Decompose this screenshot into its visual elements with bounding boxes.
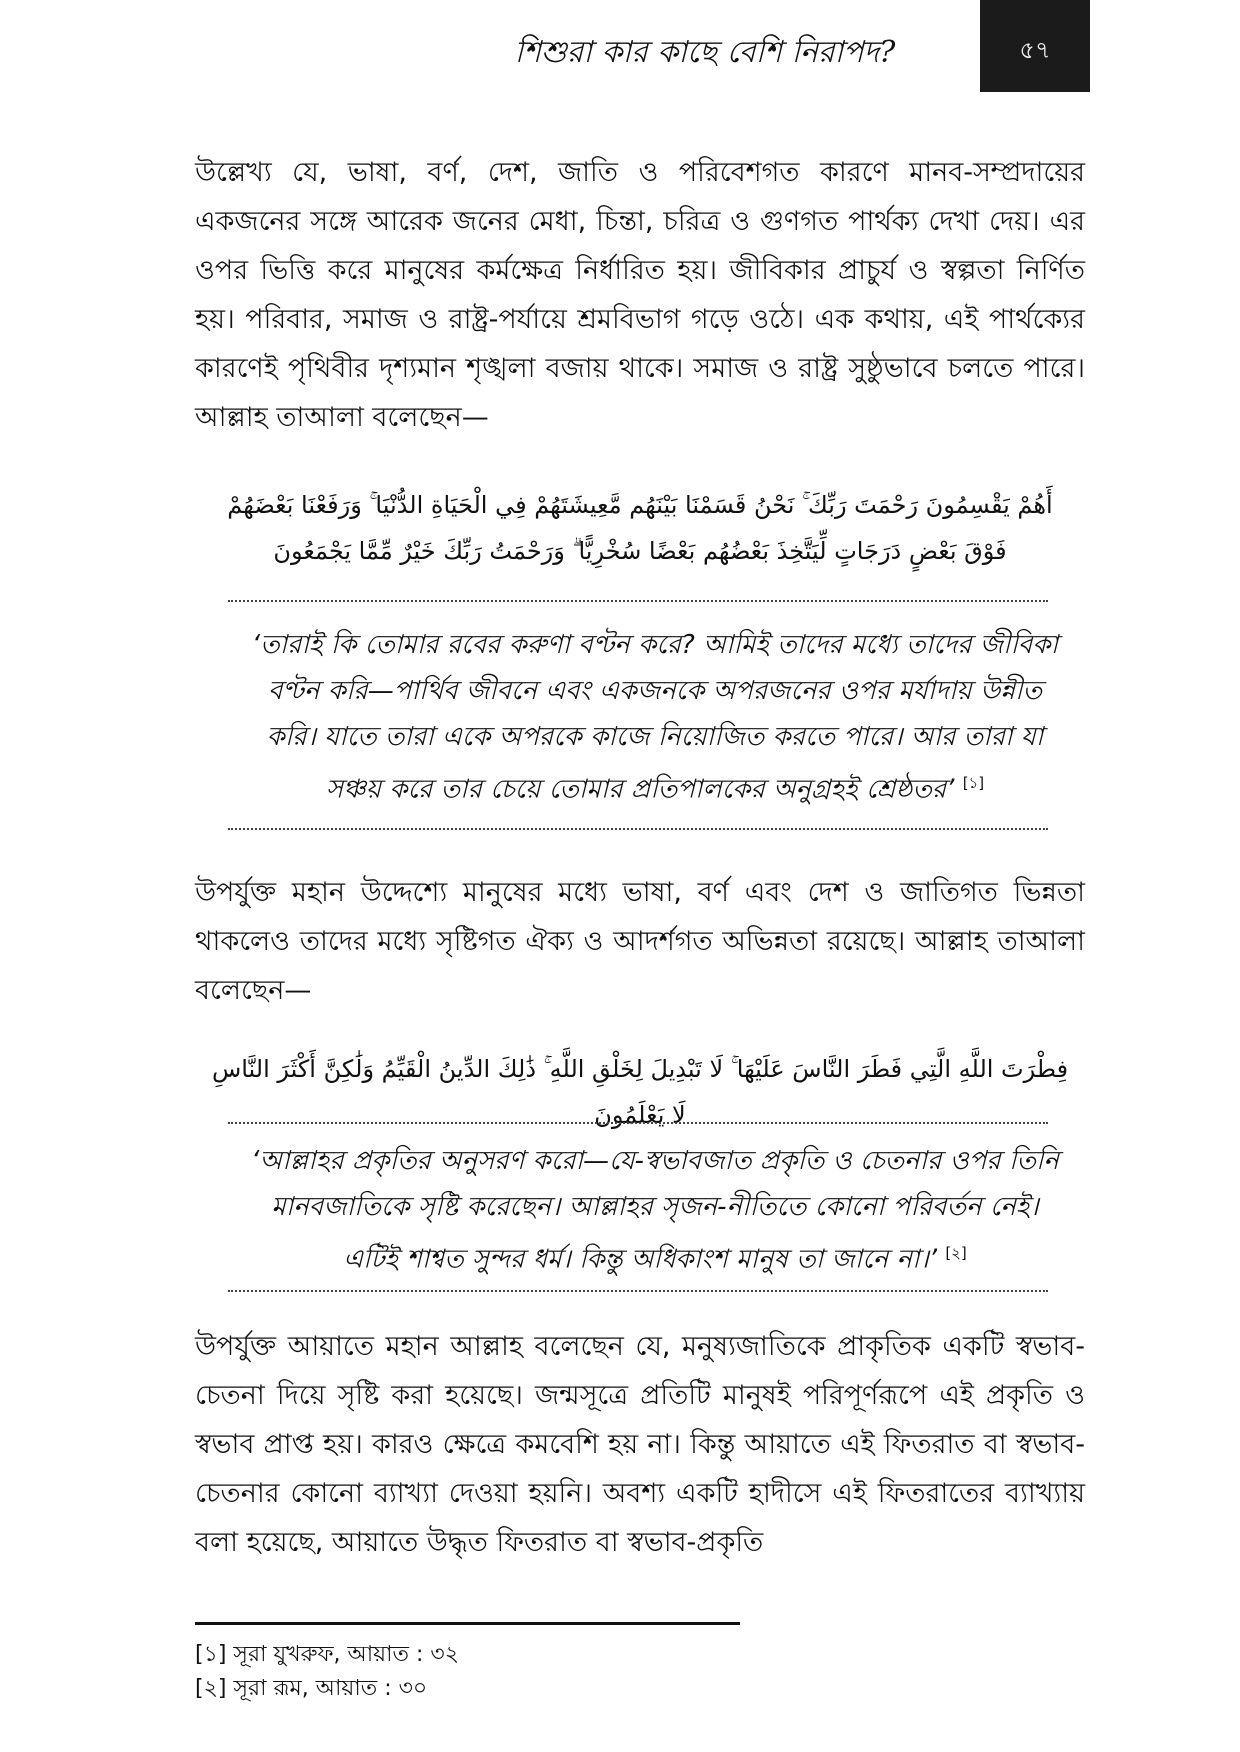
footnote-ref-1: [১] xyxy=(962,774,985,792)
translation-quote-2 xyxy=(240,1138,1070,1283)
footnote-ref-2: [২] xyxy=(945,1244,967,1262)
running-title: শিশুরা কার কাছে বেশি নিরাপদ? xyxy=(514,35,896,70)
paragraph-3: উপর্যুক্ত আয়াতে মহান আল্লাহ বলেছেন যে, মনুষ্যজাতিকে প্রাকৃতিক একটি স্বভাব-চেতনা দিয়ে সৃষ্টি করা হয়েছে। জন্মসূত্রে প্রতিটি মানুষই পরিপূর্ণরূপে এই প্রকৃতি ও স্বভাব প্রাপ্ত হয়। কারও ক্ষেত্রে কমবেশি হয় না। কিন্তু আয়াতে এই ফিতরাত বা স্বভাব-চেতনার কোনো ব্যাখ্যা দেওয়া হয়নি। অবশ্য একটি হাদীসে এই ফিতরাতের ব্যাখ্যায় বলা হয়েছে, আয়াতে উদ্ধৃত ফিতরাত বা স্বভাব-প্রকৃতি xyxy=(195,1331,1085,1558)
paragraph-1: উল্লেখ্য যে, ভাষা, বর্ণ, দেশ, জাতি ও পরিবেশগত কারণে মানব-সম্প্রদায়ের একজনের সঙ্গে আরেক জনের মেধা, চিন্তা, চরিত্র ও গুণগত পার্থক্য দেখা দেয়। এর ওপর ভিত্তি করে মানুষের কর্মক্ষেত্র নির্ধারিত হয়। জীবিকার প্রাচুর্য ও স্বল্পতা নির্ণিত হয়। পরিবার, সমাজ ও রাষ্ট্র-পর্যায়ে শ্রমবিভাগ গড়ে ওঠে। এক কথায়, এই পার্থক্যের কারণেই পৃথিবীর দৃশ্যমান শৃঙ্খলা বজায় থাকে। সমাজ ও রাষ্ট্র সুষ্ঠুভাবে চলতে পারে। আল্লাহ তাআলা বলেছেন— xyxy=(195,157,1085,433)
dotted-separator xyxy=(228,828,1048,830)
footnote-rule xyxy=(195,1622,740,1625)
paragraph-2: উপর্যুক্ত মহান উদ্দেশ্যে মানুষের মধ্যে ভাষা, বর্ণ এবং দেশ ও জাতিগত ভিন্নতা থাকলেও তাদের মধ্যে সৃষ্টিগত ঐক্য ও আদর্শগত অভিন্নতা রয়েছে। আল্লাহ তাআলা বলেছেন— xyxy=(195,877,1085,1006)
dotted-separator xyxy=(228,600,1048,602)
quote-1-text: ‘তারাই কি তোমার রবের করুণা বণ্টন করে? আমিই তাদের মধ্যে তাদের জীবিকা বণ্টন করি—পার্থিব জীবনে এবং একজনকে অপরজনের ওপর মর্যাদায় উন্নীত করি। যাতে তারা একে অপরকে কাজে নিয়োজিত করতে পারে। আর তারা যা সঞ্চয় করে তার চেয়ে তোমার প্রতিপালকের অনুগ্রহই শ্রেষ্ঠতর’ xyxy=(251,630,1059,805)
translation-quote-1 xyxy=(240,622,1070,813)
quote-2-text: ‘আল্লাহর প্রকৃতির অনুসরণ করো—যে-স্বভাবজাত প্রকৃতি ও চেতনার ওপর তিনি মানবজাতিকে সৃষ্টি করেছেন। আল্লাহর সৃজন-নীতিতে কোনো পরিবর্তন নেই। এটিই শাশ্বত সুন্দর ধর্ম। কিন্তু অধিকাংশ মানুষ তা জানে না।’ xyxy=(251,1146,1059,1275)
arabic-verse-2: فِطْرَتَ اللَّهِ الَّتِي فَطَرَ النَّاسَ عَلَيْهَا ۚ لَا تَبْدِيلَ لِخَلْقِ اللَّهِ ۚ ذَٰلِكَ الدِّينُ الْقَيِّمُ وَلَٰكِنَّ أَكْثَرَ النَّاسِ لَا يَعْلَمُونَ xyxy=(211,1055,1069,1129)
page-number: ৫৭ xyxy=(980,0,1090,92)
footnote-1: [১] সূরা যুখরুফ, আয়াত : ৩২ xyxy=(195,1642,460,1667)
dotted-separator xyxy=(228,1290,1048,1292)
dotted-separator xyxy=(228,1122,1048,1124)
footnote-2: [২] সূরা রূম, আয়াত : ৩০ xyxy=(195,1676,428,1701)
arabic-verse-1: أَهُمْ يَقْسِمُونَ رَحْمَتَ رَبِّكَ ۚ نَحْنُ قَسَمْنَا بَيْنَهُم مَّعِيشَتَهُمْ فِي الْحَيَاةِ الدُّنْيَا ۚ وَرَفَعْنَا بَعْضَهُمْ فَوْقَ بَعْضٍ دَرَجَاتٍ لِّيَتَّخِذَ بَعْضُهُم بَعْضًا سُخْرِيًّا ۗ وَرَحْمَتُ رَبِّكَ خَيْرٌ مِّمَّا يَجْمَعُونَ xyxy=(227,491,1053,565)
